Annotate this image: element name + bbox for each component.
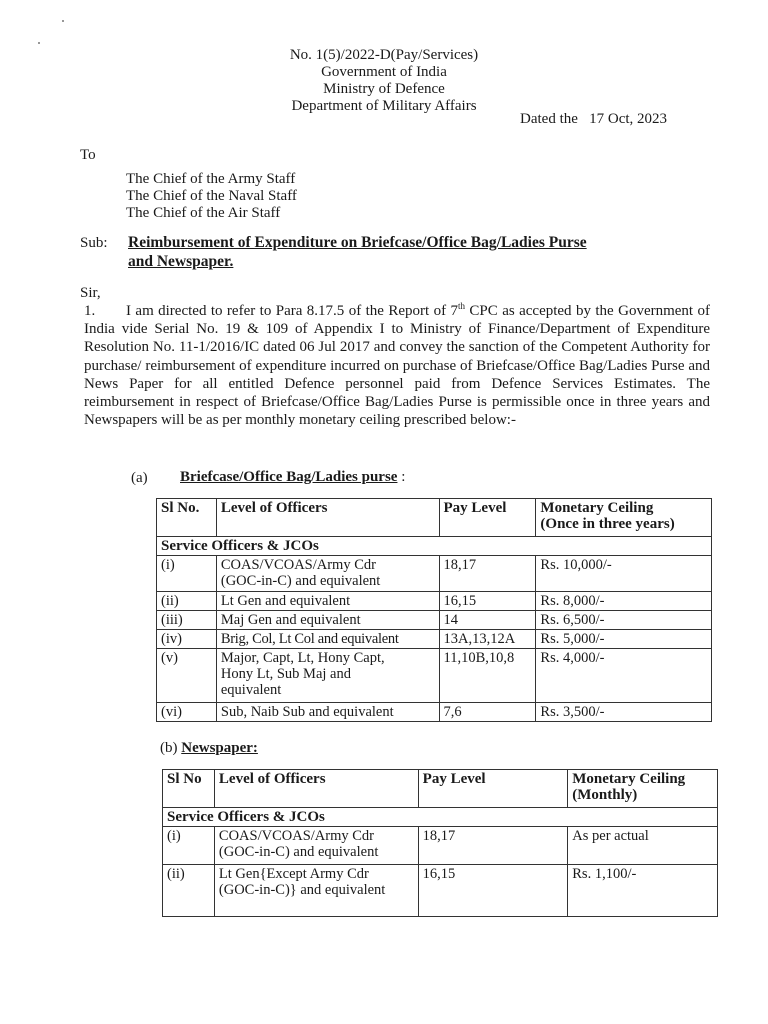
cell-pay: 18,17 xyxy=(439,556,536,592)
header-ceiling-line-1: Monetary Ceiling xyxy=(540,500,654,516)
cell-pay: 7,6 xyxy=(439,703,536,722)
paragraph-number: 1. xyxy=(84,303,96,319)
table-row xyxy=(163,827,718,865)
dated-line xyxy=(520,111,667,128)
cell-ceiling: Rs. 1,100/- xyxy=(568,865,718,917)
cell-sl: (ii) xyxy=(157,592,217,611)
header-ceiling-line-2: (Once in three years) xyxy=(540,516,675,532)
group-label: Service Officers & JCOs xyxy=(163,808,718,827)
subject-line-2: and Newspaper. xyxy=(128,253,234,270)
header-ceiling xyxy=(536,499,712,537)
cell-level-line: (GOC-in-C) and equivalent xyxy=(218,844,379,860)
cell-pay: 16,15 xyxy=(439,592,536,611)
cell-level: Maj Gen and equivalent xyxy=(216,611,439,630)
cell-level xyxy=(216,649,439,703)
paragraph-1 xyxy=(84,302,710,429)
section-b-heading xyxy=(160,740,258,757)
briefcase-table xyxy=(156,498,712,722)
department-line: Department of Military Affairs xyxy=(291,98,477,114)
cell-ceiling: As per actual xyxy=(568,827,718,865)
cell-level-line: COAS/VCOAS/Army Cdr xyxy=(218,828,374,844)
table-row xyxy=(163,865,718,917)
cell-sl: (i) xyxy=(157,556,217,592)
cell-level xyxy=(216,556,439,592)
table-row xyxy=(157,611,712,630)
table-header-row xyxy=(157,499,712,537)
cell-level-line: (GOC-in-C)} and equivalent xyxy=(218,882,386,898)
cell-level-line: Lt Gen{Except Army Cdr xyxy=(218,866,369,882)
subject-label: Sub: xyxy=(80,235,108,251)
letter-date: 17 Oct, 2023 xyxy=(589,111,668,127)
paragraph-sup: th xyxy=(458,301,466,311)
header-sl: Sl No. xyxy=(157,499,217,537)
recipient: The Chief of the Army Staff xyxy=(126,171,296,187)
cell-ceiling: Rs. 3,500/- xyxy=(536,703,712,722)
to-label: To xyxy=(80,147,96,163)
cell-level-line: COAS/VCOAS/Army Cdr xyxy=(220,557,376,573)
cell-level-line: Hony Lt, Sub Maj and xyxy=(220,666,351,682)
salutation: Sir, xyxy=(80,285,101,301)
subject-line-1: Reimbursement of Expenditure on Briefcase/Office Bag/Ladies Purse xyxy=(128,234,587,251)
cell-pay: 14 xyxy=(439,611,536,630)
government-line: Government of India xyxy=(321,64,447,80)
section-b-title: Newspaper: xyxy=(181,740,258,756)
recipient: The Chief of the Naval Staff xyxy=(126,188,297,204)
section-a-title: Briefcase/Office Bag/Ladies purse xyxy=(180,469,398,485)
cell-level: Brig, Col, Lt Col and equivalent xyxy=(216,630,439,649)
cell-level-line: equivalent xyxy=(220,682,282,698)
cell-pay: 16,15 xyxy=(418,865,568,917)
cell-level: Lt Gen and equivalent xyxy=(216,592,439,611)
newspaper-table xyxy=(162,769,718,917)
file-number: No. 1(5)/2022-D(Pay/Services) xyxy=(289,47,479,63)
table-row xyxy=(157,592,712,611)
group-row xyxy=(157,537,712,556)
header-ceiling-line-1: Monetary Ceiling xyxy=(572,771,686,787)
header-level: Level of Officers xyxy=(216,499,439,537)
cell-level-line: Major, Capt, Lt, Hony Capt, xyxy=(220,650,385,666)
table-row xyxy=(157,649,712,703)
section-b-label: (b) xyxy=(160,740,178,756)
cell-pay: 11,10B,10,8 xyxy=(439,649,536,703)
section-a-suffix: : xyxy=(401,469,406,485)
cell-level xyxy=(214,827,418,865)
header-level: Level of Officers xyxy=(214,770,418,808)
cell-level-line: (GOC-in-C) and equivalent xyxy=(220,573,381,589)
table-row xyxy=(157,556,712,592)
cell-pay: 13A,13,12A xyxy=(439,630,536,649)
cell-sl: (v) xyxy=(157,649,217,703)
header-pay: Pay Level xyxy=(439,499,536,537)
scan-speck xyxy=(38,42,40,44)
header-sl: Sl No xyxy=(163,770,215,808)
cell-ceiling: Rs. 10,000/- xyxy=(536,556,712,592)
cell-sl: (iii) xyxy=(157,611,217,630)
paragraph-text-b: CPC as accepted by the Government of India vide Serial No. 19 & 109 of Appendix I to Ministry of Finance/Department of Expenditure Resolution No. 11-1/2016/IC dated 06 Jul 2017 and convey the sanction of the Competent Authority for purchase/ reimbursement of expenditure incurred on purchase of Briefcase/Office Bag/Ladies Purse and News Paper for all entitled Defence personnel paid from Defence Services Estimates. The reimbursement in respect of Briefcase/Office Bag/Ladies Purse is permissible once in three years and Newspapers will be as per monthly monetary ceiling prescribed below:- xyxy=(84,303,710,429)
cell-ceiling: Rs. 5,000/- xyxy=(536,630,712,649)
dated-label: Dated the xyxy=(520,111,578,127)
cell-ceiling: Rs. 8,000/- xyxy=(536,592,712,611)
cell-level xyxy=(214,865,418,917)
cell-sl: (ii) xyxy=(163,865,215,917)
cell-sl: (vi) xyxy=(157,703,217,722)
cell-sl: (iv) xyxy=(157,630,217,649)
section-a-heading xyxy=(180,469,405,486)
header-pay: Pay Level xyxy=(418,770,568,808)
ministry-line: Ministry of Defence xyxy=(323,81,445,97)
table-header-row xyxy=(163,770,718,808)
header-ceiling-line-2: (Monthly) xyxy=(572,787,638,803)
table-row xyxy=(157,630,712,649)
header-ceiling xyxy=(568,770,718,808)
paragraph-text-a: I am directed to refer to Para 8.17.5 of the Report of 7 xyxy=(126,303,458,319)
table-row xyxy=(157,703,712,722)
section-a-label: (a) xyxy=(131,470,148,486)
group-label: Service Officers & JCOs xyxy=(157,537,712,556)
cell-ceiling: Rs. 4,000/- xyxy=(536,649,712,703)
recipient: The Chief of the Air Staff xyxy=(126,205,281,221)
scan-speck xyxy=(62,20,64,22)
cell-ceiling: Rs. 6,500/- xyxy=(536,611,712,630)
group-row xyxy=(163,808,718,827)
cell-sl: (i) xyxy=(163,827,215,865)
cell-level: Sub, Naib Sub and equivalent xyxy=(216,703,439,722)
cell-pay: 18,17 xyxy=(418,827,568,865)
